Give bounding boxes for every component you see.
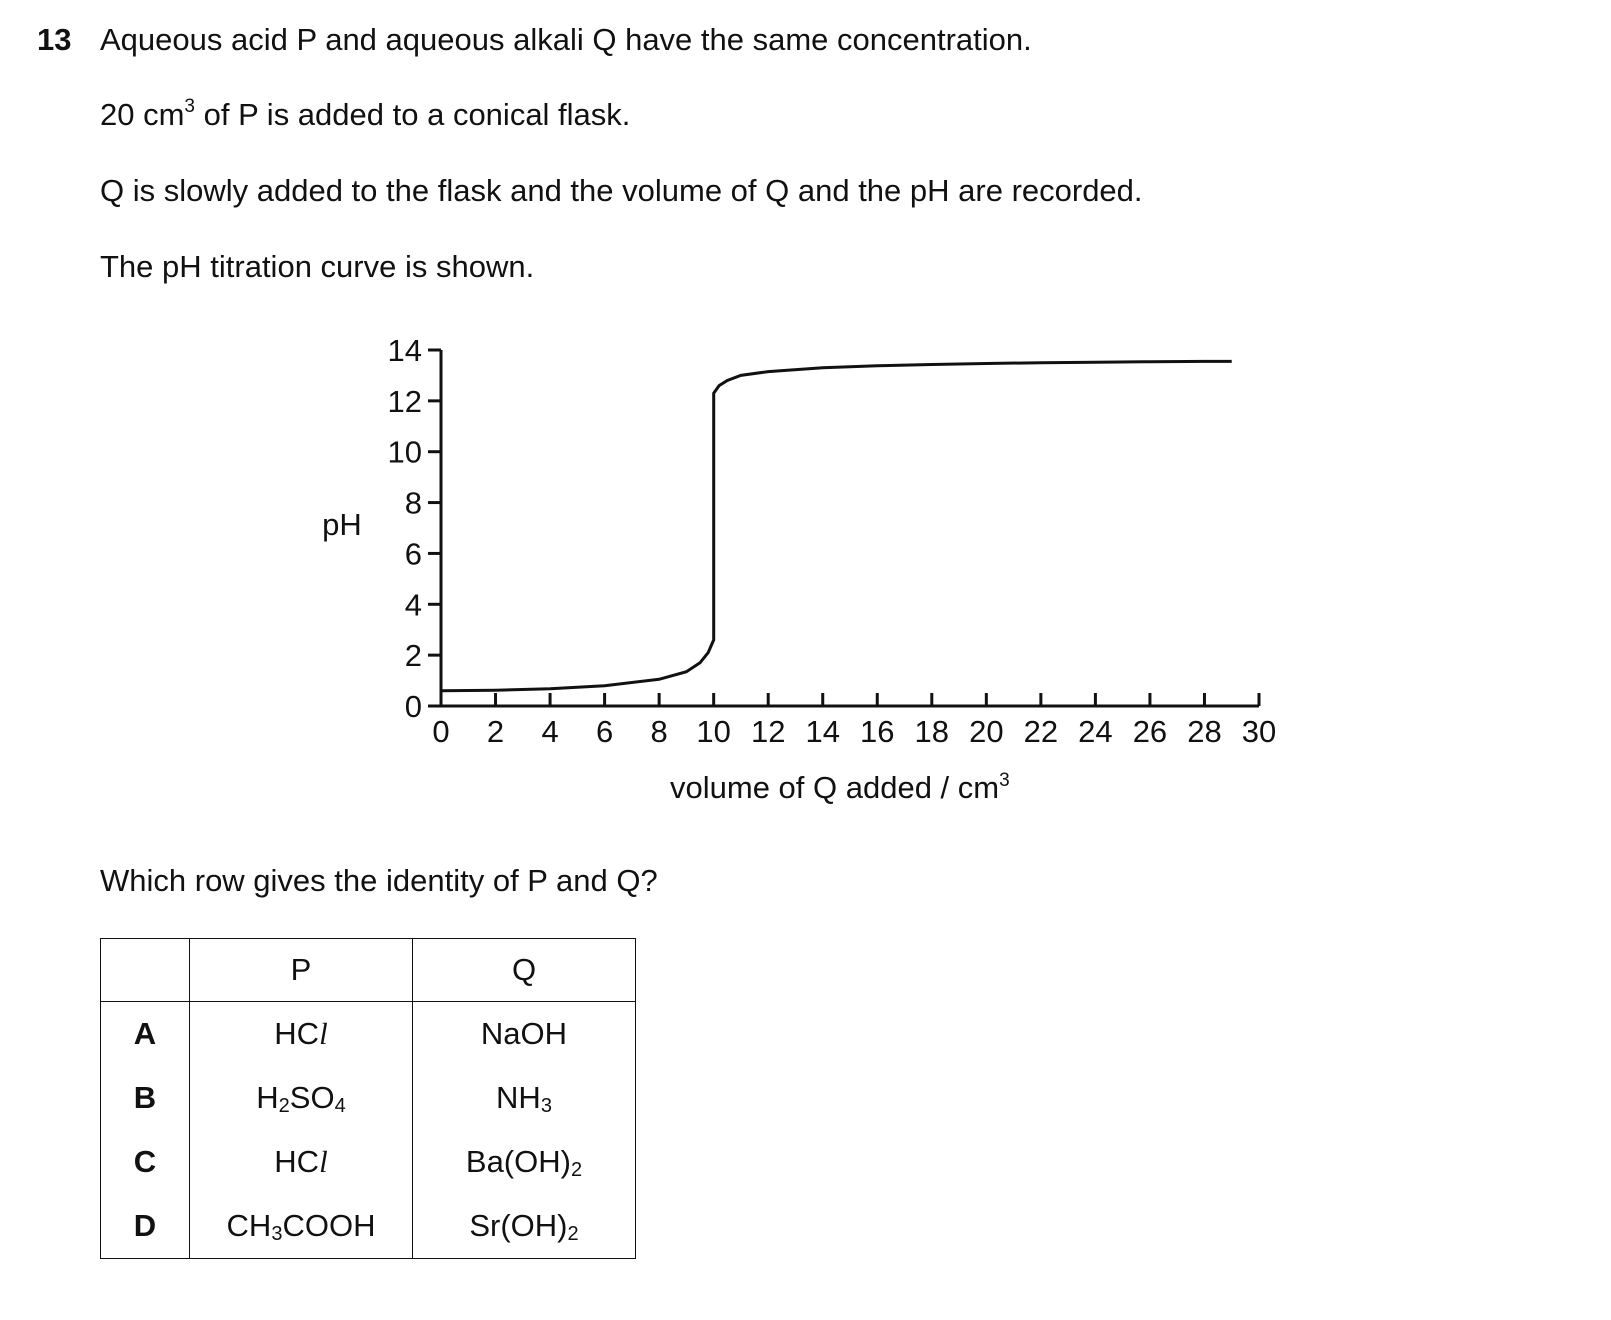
header-p: P xyxy=(190,939,413,1002)
x-tick-label: 10 xyxy=(696,714,731,749)
titration-chart xyxy=(0,310,1611,820)
row-label: D xyxy=(101,1194,190,1259)
x-tick-label: 2 xyxy=(486,714,505,749)
y-tick-label: 6 xyxy=(404,536,422,572)
y-axis-label: pH xyxy=(322,507,362,542)
question-line-3: Q is slowly added to the flask and the volume of Q and the pH are recorded. xyxy=(100,173,1143,208)
header-blank xyxy=(101,939,190,1002)
x-tick-label: 28 xyxy=(1187,714,1222,749)
y-tick-label: 12 xyxy=(387,383,422,419)
header-q: Q xyxy=(413,939,636,1002)
flask-text: of P is added to a conical flask. xyxy=(195,97,631,132)
x-tick-label: 30 xyxy=(1241,714,1277,749)
x-ticks xyxy=(432,693,1276,749)
y-tick-label: 2 xyxy=(404,638,422,674)
p-cell: $CH_3COOH$ xyxy=(190,1194,413,1259)
q-cell: $Sr(OH)_2$ xyxy=(413,1194,636,1259)
x-tick-label: 22 xyxy=(1023,714,1059,749)
answer-table xyxy=(100,938,636,1259)
x-tick-label: 18 xyxy=(914,714,950,749)
row-label: C xyxy=(101,1130,190,1194)
chart-axes xyxy=(441,350,1259,706)
table-row-b xyxy=(101,1066,636,1130)
p-cell: $H_2SO_4$ xyxy=(190,1066,413,1130)
row-label: B xyxy=(101,1066,190,1130)
x-tick-label: 4 xyxy=(541,714,559,749)
x-axis-label: volume of Q added / $cm^3$ xyxy=(670,770,1010,805)
y-tick-label: 14 xyxy=(387,333,422,368)
p-cell: HCl xyxy=(190,1130,413,1194)
x-tick-label: 8 xyxy=(650,714,668,749)
q-cell: $NH_3$ xyxy=(413,1066,636,1130)
y-tick-label: 4 xyxy=(404,587,422,623)
y-tick-label: 10 xyxy=(387,434,422,470)
x-tick-label: 0 xyxy=(432,714,450,749)
p-cell: HCl xyxy=(190,1002,413,1067)
question-line-1: Aqueous acid P and aqueous alkali Q have the same concentration. xyxy=(100,22,1032,57)
titration-curve xyxy=(441,361,1232,690)
x-tick-label: 12 xyxy=(750,714,786,749)
x-tick-label: 14 xyxy=(805,714,840,749)
y-tick-label: 8 xyxy=(404,485,422,521)
q-cell: $Ba(OH)_2$ xyxy=(413,1130,636,1194)
x-tick-label: 24 xyxy=(1078,714,1113,749)
volume-text: 20 cm xyxy=(100,97,185,132)
table-row-c xyxy=(101,1130,636,1194)
y-tick-label: 0 xyxy=(404,689,422,724)
x-tick-label: 16 xyxy=(860,714,895,749)
table-row-a xyxy=(101,1002,636,1067)
question-line-4: The pH titration curve is shown. xyxy=(100,249,535,284)
x-tick-label: 26 xyxy=(1132,714,1168,749)
x-tick-label: 6 xyxy=(595,714,614,749)
question-prompt: Which row gives the identity of P and Q? xyxy=(100,863,658,898)
question-number: 13 xyxy=(37,22,72,57)
table-row-d xyxy=(101,1194,636,1259)
x-tick-label: 20 xyxy=(969,714,1004,749)
y-ticks xyxy=(388,333,441,724)
q-cell: NaOH xyxy=(413,1002,636,1067)
row-label: A xyxy=(101,1002,190,1067)
cubed-superscript: 3 xyxy=(184,96,195,117)
question-line-2 xyxy=(100,97,630,133)
